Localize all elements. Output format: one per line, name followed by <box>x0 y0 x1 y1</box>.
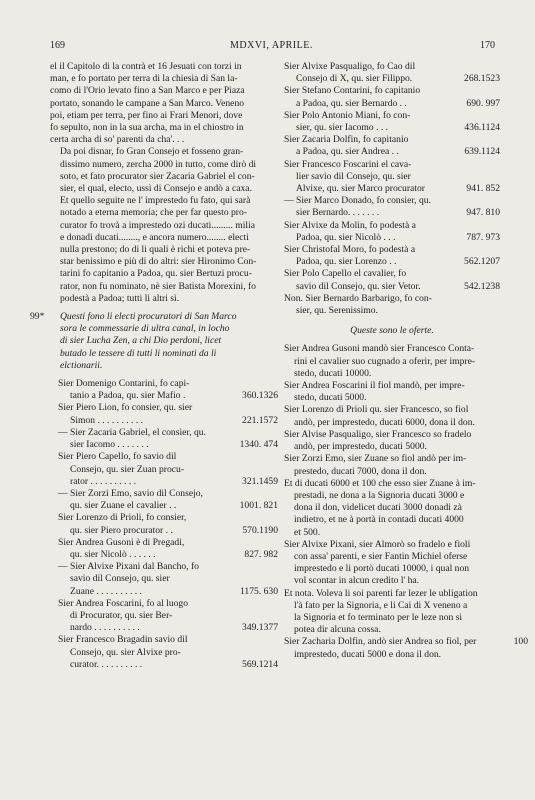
text-line: notado a eterna memoria; che per far questo pro- <box>60 207 247 219</box>
candidate-name: Sier Alvixe Pasqualigo, fo Cao dil Consejo di X, qu. sier Filippo. <box>284 61 416 85</box>
vote-count: 787. 973 <box>466 231 500 243</box>
text-line: imprestedo e li portò ducati 10000, i qual non <box>294 563 470 575</box>
text-line: rini el cavalier suo cugnado a oferir, per impre- <box>294 355 476 367</box>
vote-count: 570.1190 <box>242 524 278 536</box>
candidate-name: Sier Domenigo Contarini, fo capi- tanio a Padoa, qu. sier Mafio . <box>58 378 190 402</box>
election-section <box>30 311 278 372</box>
candidate-name: Sier Polo Capello el cavalier, fo savio dil Consejo, qu. sier Vetor. <box>284 268 421 292</box>
text-line: Sier Zacharia Dolfin, andò sier Andrea so fiol, per <box>284 636 477 648</box>
text-line: Sier Lorenzo di Prioli qu. sier Francesco, so fiol <box>284 404 469 416</box>
text-line: vol scontar in alcun credito l' ha. <box>294 575 420 587</box>
text-line: el il Capitolo di la contrà et 16 Jesuati con torzi in <box>50 61 242 72</box>
candidate-entry <box>58 427 278 451</box>
candidate-list <box>50 378 278 671</box>
text-line: curator fo trovà a imprestedo ozi ducati......... milia <box>60 219 256 231</box>
text-line: e donadi ducati........, e ancora numero........ electi <box>60 231 249 243</box>
text-line: Et nota. Voleva li soi parenti far lezer le ubligation <box>284 587 478 599</box>
text-line: andò, per imprestedo, ducati 5000. <box>294 441 427 453</box>
offer-paragraph <box>284 380 500 404</box>
heading-line: sora le commessarie di ultra canal, in locho <box>60 323 230 335</box>
left-page-number: 169 <box>50 40 65 51</box>
candidate-name: — Sier Alvixe Pixani dal Bancho, fo savio dil Consejo, qu. sier Zuane . . . . . . . . . . <box>58 561 199 597</box>
text-line: soto, et fato procurator sier Zacaria Gabriel el con- <box>60 170 255 182</box>
offer-paragraph <box>284 478 500 539</box>
vote-count: 1340. 474 <box>239 439 278 451</box>
text-line: star benissimo e più di do altri: sier Hironimo Con- <box>60 256 257 268</box>
text-line: fo sepulto, non in la sua archa, ma in el chiostro in <box>50 122 244 134</box>
offer-paragraph <box>284 539 500 588</box>
text-line: podestà a Padoa; tutti li altri sì. <box>60 292 180 304</box>
running-title: MDXVI, APRILE. <box>230 40 313 51</box>
text-line: Et quello seguite ne l' imprestedo fu fato, qui sarà <box>60 195 251 207</box>
candidate-name: Sier Francesco Foscarini el cava- lier savio dil Consejo, qu. sier Alvixe, qu. sier Marco procurator <box>284 158 425 195</box>
candidate-entry <box>284 293 500 317</box>
text-line: con assa' parenti, e sier Fantin Michiel oferse <box>294 550 468 562</box>
offers-list <box>284 343 528 660</box>
candidate-entry <box>284 159 500 196</box>
offers-heading: Queste sono le oferte. <box>350 325 434 337</box>
text-line: Sier Andrea Gusoni mandò sier Francesco Conta- <box>284 343 475 355</box>
vote-count: 562.1207 <box>464 256 500 268</box>
candidate-name: — Sier Marco Donado, fo consier, qu. sier Bernardo. . . . . . . <box>284 195 431 219</box>
text-line: Sier Zorzi Emo, sier Zuane so fiol andò per im- <box>284 453 467 465</box>
vote-count: 360.1326 <box>242 390 278 402</box>
text-line: sier, el qual, electo, ussì di Consejo e andò a caxa. <box>60 183 252 195</box>
offer-paragraph <box>284 588 500 637</box>
text-line: tarini fo capitanio a Padoa, qu. sier Bertuzi procu- <box>60 268 252 280</box>
candidate-name: Non. Sier Bernardo Barbarigo, fo con- sier, qu. Serenissimo. <box>284 292 432 317</box>
candidate-name: Sier Alvixe da Molin, fo podestà a Padoa, qu. sier Nicolò . . . <box>284 219 416 243</box>
candidate-entry <box>284 244 500 268</box>
vote-count: 542.1238 <box>464 280 500 292</box>
margin-number: 99* <box>30 311 45 323</box>
text-line: certa archa di so' parenti da cha'. . . <box>50 134 185 146</box>
left-column <box>30 61 278 671</box>
heading-line: di sier Lucha Zen, a chi Dio perdoni, licet <box>60 335 222 347</box>
candidate-name: — Sier Zorzi Emo, savio dil Consejo, qu. sier Zuane el cavalier . . <box>58 487 203 512</box>
candidate-name: Sier Polo Antonio Miani, fo con- sier, qu. sier Iacomo . . . <box>284 109 411 134</box>
candidate-name: Sier Francesco Bragadin savio dil Consejo, qu. sier Alvixe pro- curator. . . . . . . . . . <box>58 634 188 670</box>
text-line: prestadi, ne dona a la Signoria ducati 3000 e <box>294 489 465 501</box>
text-line: et 500. <box>294 526 321 538</box>
vote-count: 690. 997 <box>466 97 500 109</box>
candidate-entry <box>284 268 500 292</box>
candidate-name: Sier Piero Lion, fo consier, qu. sier Simon . . . . . . . . . . <box>58 402 193 426</box>
text-line: Sier Andrea Foscarini il fiol mandò, per impre- <box>284 380 465 392</box>
text-line: man, e fo portato per terra di la chiesia di San la- <box>50 73 238 85</box>
margin-number: 100 <box>513 636 528 648</box>
candidate-entry <box>284 220 500 244</box>
candidate-entry <box>58 634 278 671</box>
text-line: rator, non fu nominato, nè sier Batista Morexini, fo <box>60 280 256 292</box>
text-line: nulla prestono; do di li quali è richi et poteva pre- <box>60 244 251 256</box>
text-line: la Signoria et fo terminato per le leze non si <box>294 611 463 623</box>
text-line: como di l'Orio levato fino a San Marco e per Piaza <box>50 85 245 97</box>
candidate-name: Sier Christofal Moro, fo podestà a Padoa, qu. sier Lorenzo . . <box>284 244 416 268</box>
candidate-entry <box>58 537 278 561</box>
vote-count: 639.1124 <box>464 146 500 158</box>
heading-line: Questi fono li electi procuratori di San Marco <box>60 311 237 323</box>
text-line: prestedo, ducati 7000, dona il don. <box>294 465 427 477</box>
candidate-name: Sier Zacaria Dolfin, fo capitanio a Padoa, qu. sier Andrea . . <box>284 134 409 158</box>
candidate-entry <box>58 512 278 536</box>
offer-paragraph <box>284 343 500 380</box>
candidate-entry <box>58 402 278 426</box>
vote-count: 941. 852 <box>466 183 500 195</box>
text-line: l'à fato per la Signoria, e li Cai di X veneno a <box>294 599 468 611</box>
offer-paragraph <box>284 429 500 453</box>
text-line: Et di ducati 6000 et 100 che esso sier Zuane à im- <box>284 477 476 489</box>
text-line: stedo, ducati 5000. <box>294 392 367 404</box>
heading-line: elctionarii. <box>60 359 103 371</box>
candidate-name: Sier Lorenzo di Prioli, fo consier, qu. sier Piero procurator . . <box>58 512 187 536</box>
vote-count: 1001. 821 <box>239 500 278 512</box>
candidate-name: — Sier Zacaria Gabriel, el consier, qu. sier Iacomo . . . . . . . <box>58 426 206 451</box>
text-line: imprestedo, ducati 5000 e dona il don. <box>294 648 442 660</box>
candidate-entry <box>58 561 278 598</box>
vote-count: 349.1377 <box>242 622 278 634</box>
text-line: Sier Alvixe Pixani, sier Almorò so fradelo e fioli <box>284 538 471 550</box>
candidate-name: Sier Andrea Gusoni è di Pregadi, qu. sier Nicolò . . . . . . <box>58 536 185 560</box>
text-line: poi, etiam per terra, per fino ai Frari Menori, dove <box>50 109 243 121</box>
vote-count: 569.1214 <box>242 658 278 670</box>
vote-count: 1175. 630 <box>239 585 278 597</box>
offer-paragraph <box>284 404 500 428</box>
vote-count: 321.1459 <box>242 475 278 487</box>
vote-count: 221.1572 <box>242 414 278 426</box>
vote-count: 436.1124 <box>464 122 500 134</box>
body-paragraph <box>50 146 278 305</box>
offer-paragraph <box>284 453 500 477</box>
candidate-entry <box>284 110 500 134</box>
candidate-entry <box>58 598 278 635</box>
vote-count: 827. 982 <box>244 548 278 560</box>
text-line: dona il don, videlicet ducati 3000 donadi zà <box>294 502 462 514</box>
text-line: Da poi disnar, fo Gran Consejo et fosseno gran- <box>60 146 244 158</box>
candidate-entry <box>58 378 278 402</box>
candidate-entry <box>284 61 500 85</box>
text-line: Sier Alvise Pasqualigo, sier Francesco so fradelo <box>284 428 472 440</box>
right-page-number: 170 <box>480 40 495 51</box>
candidate-name: Sier Stefano Contarini, fo capitanio a Padoa, qu. sier Bernardo . . <box>284 85 421 109</box>
vote-count: 268.1523 <box>464 73 500 85</box>
candidate-entry <box>58 451 278 488</box>
offer-paragraph <box>284 636 528 660</box>
candidate-entry <box>58 488 278 512</box>
candidate-entry <box>284 195 500 219</box>
vote-count: 947. 810 <box>466 207 500 219</box>
right-column <box>284 61 528 661</box>
text-line: stedo, ducati 10000. <box>294 367 372 379</box>
candidate-name: Sier Andrea Foscarini, fo al luogo di Procurator, qu. sier Ber- nardo . . . . . . . . . . <box>58 597 189 634</box>
candidate-name: Sier Piero Capello, fo savio dil Consejo, qu. sier Zuan procu- rator . . . . . . . . . . <box>58 451 185 487</box>
intro-paragraph <box>50 61 278 146</box>
text-line: dissimo numero, zercha 2000 in tutto, come dirò di <box>60 158 257 170</box>
candidate-entry <box>284 134 500 158</box>
text-line: andò, per imprestedo, ducati 6000, dona il don. <box>294 416 475 428</box>
election-heading <box>50 311 278 372</box>
candidate-entry <box>284 85 500 109</box>
text-line: potea dir alcuna cossa. <box>294 624 381 636</box>
heading-line: butado le tessere di tutti li nominati da li <box>60 347 217 359</box>
candidate-list-continued <box>284 61 500 317</box>
text-line: indietro, et ne à portà in contadi ducati 4000 <box>294 514 464 526</box>
text-line: portato, sonando le campane a San Marco. Veneno <box>50 97 245 109</box>
